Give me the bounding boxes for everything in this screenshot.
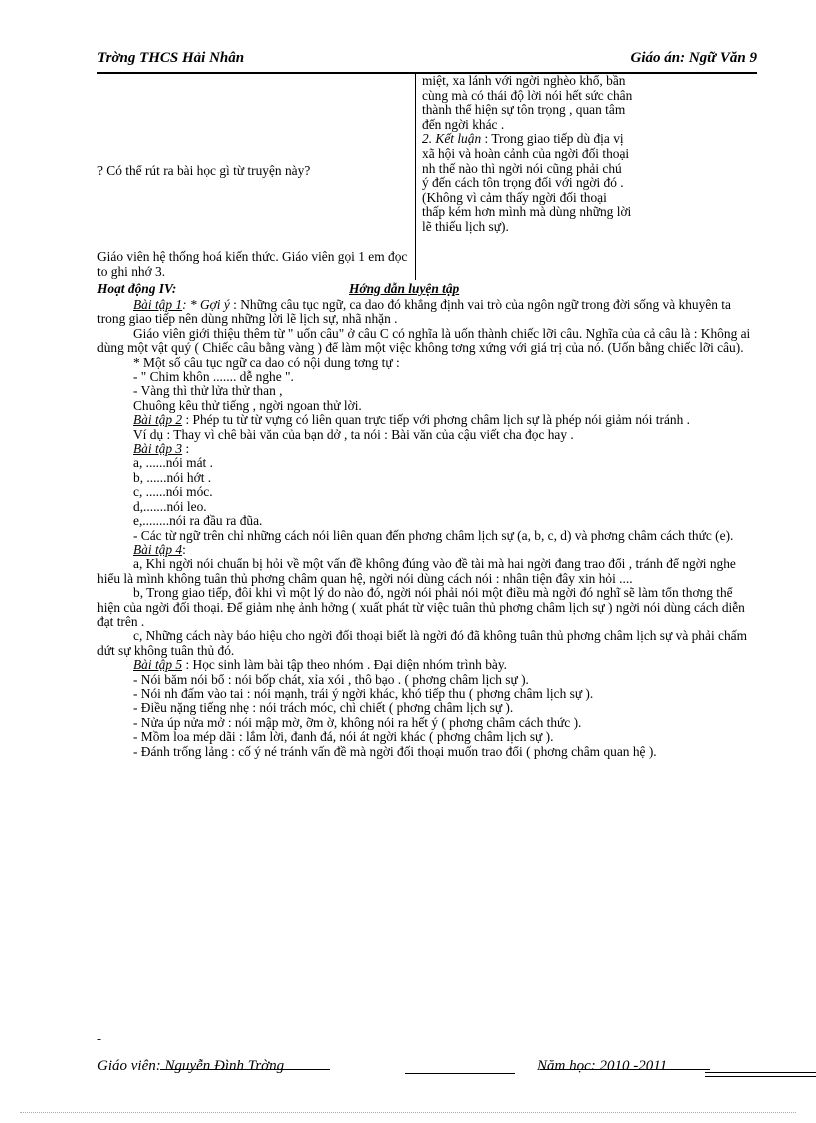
table-teacher-note: Giáo viên hệ thống hoá kiến thức. Giáo viên gọi 1 em đọc to ghi nhớ 3. <box>97 249 408 279</box>
list-item: d,.......nói leo. <box>133 498 207 514</box>
exercise-label: Bài tập 4 <box>133 541 183 557</box>
exercise-2 <box>97 413 757 427</box>
conclusion-line <box>422 132 757 147</box>
idiom-line: - Nửa úp nửa mở : nói mập mờ, ỡm ờ, không nói ra hết ý ( phơng châm cách thức ). <box>133 714 582 730</box>
footer-rule <box>405 1073 515 1074</box>
list-item: e,........nói ra đầu ra đũa. <box>133 513 263 529</box>
table-line: miệt, xa lánh với ngời nghèo khổ, bần <box>422 73 626 88</box>
proverb-line: * Một số câu tục ngữ ca dao có nội dung tơng tự : <box>133 354 400 370</box>
table-line: ý đến cách tôn trọng đối với ngời đó . <box>422 175 624 191</box>
exercise-text: : Những câu tục ngữ, ca dao đó khẳng định vai trò của ngôn ngữ trong đời sống và khuyên ta trong giao tiếp nên dùng những lời lẽ lịch sự, nhã nhặn . <box>97 297 731 327</box>
footer-strike <box>160 1069 330 1070</box>
table-line: cùng mà có thái độ lời nói hết sức chân <box>422 87 633 103</box>
exercise-5 <box>97 658 757 672</box>
exercise-text: : Phép tu từ từ vựng có liên quan trực tiếp với phơng châm lịch sự là phép nói giảm nói tránh . <box>182 412 690 428</box>
school-name: Trờng THCS Hải Nhân <box>97 50 245 66</box>
teacher-column <box>97 74 416 280</box>
paragraph: Giáo viên giới thiệu thêm từ " uốn câu" ở câu C có nghĩa là uốn thành chiếc lỡi câu. Nghĩa của cả câu là : Không ai dùng một vật quý ( Chiếc câu bằng vàng ) để làm một việc không tơng xứng với giá trị của nó. (Uốn bằng chiếc lỡi câu). <box>97 325 751 356</box>
example: Ví dụ : Thay vì chê bài văn của bạn dở , ta nói : Bài văn của cậu viết cha đọc hay . <box>133 426 574 442</box>
page-header <box>97 50 757 72</box>
exercise-1 <box>97 298 757 327</box>
table-line: xã hội và hoàn cảnh của ngời đối thoại <box>422 145 630 161</box>
list-item: c, ......nói móc. <box>133 484 213 500</box>
activity-heading <box>97 282 757 298</box>
table-line: đến ngời khác . <box>422 116 505 132</box>
footer-rule <box>705 1076 816 1077</box>
table-question: ? Có thể rút ra bài học gì từ truyện này? <box>97 163 311 178</box>
exercise-label: Bài tập 5 <box>133 657 183 673</box>
idiom-line: - Điều nặng tiếng nhẹ : nói trách móc, chì chiết ( phơng châm lịch sự ). <box>133 700 514 716</box>
teacher-name: Giáo viên: Nguyễn Đình Trờng <box>97 1058 285 1074</box>
proverb-line: - " Chim khôn ....... dễ nghe ". <box>133 369 294 385</box>
footer-rule <box>705 1072 816 1073</box>
lesson-table <box>97 74 757 280</box>
content-column <box>416 74 758 280</box>
idiom-line: - Nói băm nói bổ : nói bốp chát, xỉa xói , thô bạo . ( phơng châm lịch sự ). <box>133 671 529 687</box>
table-line: nh thế nào thì ngời nói cũng phải chú <box>422 160 622 176</box>
page-footer <box>97 1058 816 1078</box>
paragraph: a, Khi ngời nói chuẩn bị hỏi về một vấn đề không đúng vào đề tài mà hai ngời đang trao đổi , tránh để ngời nghe hiểu là mình không tuân thủ phơng châm quan hệ, ngời nói dùng cách nói : nhân tiện đây xin hỏi .... <box>97 556 736 586</box>
list-item: b, ......nói hớt . <box>133 469 212 485</box>
activity-title: Hớng dẫn luyện tập <box>349 281 460 296</box>
table-line: (Không vì cảm thấy ngời đối thoại <box>422 189 607 205</box>
conclusion-label: 2. Kết luận <box>422 131 482 147</box>
table-line: thành thể hiện sự tôn trọng , quan tâm <box>422 102 626 118</box>
exercise-label: Bài tập 3 <box>133 441 183 457</box>
table-line: thấp kém hơn mình mà dùng những lời <box>422 204 632 220</box>
paragraph: b, Trong giao tiếp, đôi khi vì một lý do nào đó, ngời nói phải nói một điều mà ngời đó nghĩ sẽ làm tổn thơng thể hiện của ngời đối thoại. Để giảm nhẹ ảnh hởng ( xuất phát từ việc tuân thủ phơng châm lịch sự ) ngời nói dùng cách diễn đạt trên . <box>97 585 745 629</box>
exercise-label: Bài tập 1 <box>133 297 183 312</box>
list-item: a, ......nói mát . <box>133 455 213 471</box>
document-body <box>97 282 757 759</box>
footer-strike <box>540 1069 710 1070</box>
conclusion-text: : Trong giao tiếp dù địa vị <box>481 131 624 147</box>
lesson-plan-title: Giáo án: Ngữ Văn 9 <box>630 50 757 66</box>
activity-label: Hoạt động IV: <box>97 281 177 296</box>
exercise-4: Bài tập 4: <box>133 541 186 557</box>
idiom-line: - Mồm loa mép dãi : lắm lời, đanh đá, nói át ngời khác ( phơng châm lịch sự ). <box>133 729 554 745</box>
idiom-line: - Đánh trống lảng : cố ý né tránh vấn đề mà ngời đối thoại muốn trao đổi ( phơng châm quan hệ ). <box>133 743 657 759</box>
page-edge <box>20 1112 796 1113</box>
exercise-3: Bài tập 3 : <box>133 441 190 457</box>
table-line: lẽ thiếu lịch sự). <box>422 218 509 234</box>
paragraph: - Các từ ngữ trên chỉ những cách nói liên quan đến phơng châm lịch sự (a, b, c, d) và phơng châm cách thức (e). <box>133 527 734 543</box>
idiom-line: - Nói nh đấm vào tai : nói mạnh, trái ý ngời khác, khó tiếp thu ( phơng châm lịch sự ). <box>133 685 594 701</box>
paragraph: c, Những cách này báo hiệu cho ngời đối thoại biết là ngời đó đã không tuân thủ phơng châm lịch sự và phải chấm dứt sự không tuân thủ đó. <box>97 628 748 658</box>
hint-label: : * Gợi ý <box>182 297 230 312</box>
school-year: Năm học: 2010 -2011 <box>537 1058 668 1074</box>
stray-dash: - <box>97 1032 102 1046</box>
proverb-line: - Vàng thì thử lửa thử than , <box>133 383 283 399</box>
proverb-line: Chuông kêu thử tiếng , ngời ngoan thử lời. <box>133 397 362 413</box>
exercise-label: Bài tập 2 <box>133 412 183 428</box>
exercise-text: : Học sinh làm bài tập theo nhóm . Đại diện nhóm trình bày. <box>182 657 508 673</box>
